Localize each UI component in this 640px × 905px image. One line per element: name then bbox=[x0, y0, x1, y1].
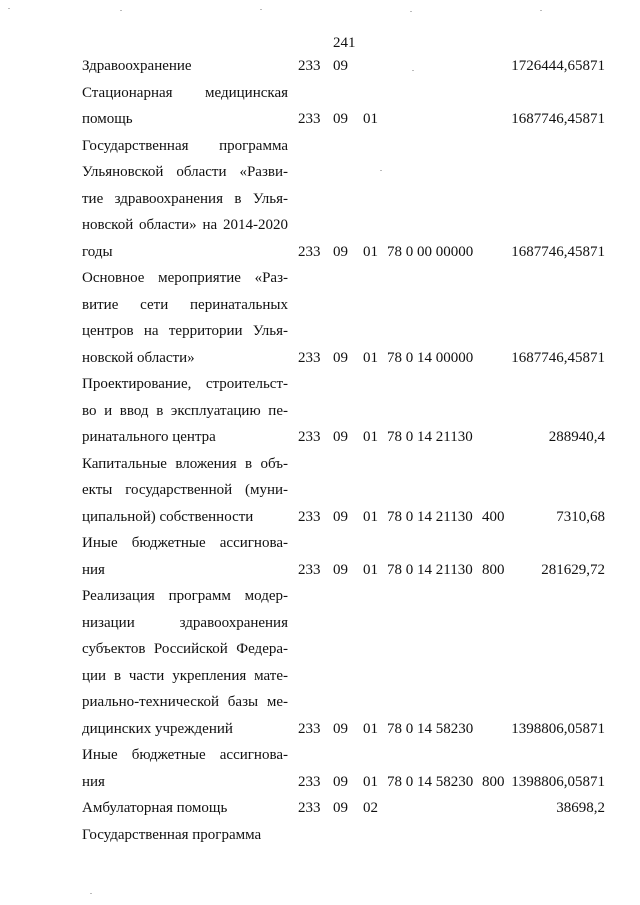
subsection-code: 01 bbox=[363, 561, 378, 578]
amount-value: 1687746,45871 bbox=[511, 111, 605, 127]
row-name-line: Основное мероприятие «Раз- bbox=[82, 270, 288, 286]
row-name-line: витие сети перинатальных bbox=[82, 296, 288, 313]
amount-value: 1726444,65871 bbox=[511, 58, 605, 74]
row-name-line: дицинских учреждений bbox=[82, 720, 233, 737]
row-name-line: ринатального центра bbox=[82, 429, 216, 445]
row-name-line: Стационарная медицинская bbox=[82, 84, 288, 101]
ministry-code: 233 bbox=[298, 58, 321, 74]
expense-type-code: 800 bbox=[482, 561, 505, 578]
target-code: 78 0 14 21130 bbox=[387, 508, 473, 525]
page-number: 241 bbox=[333, 35, 356, 51]
target-code: 78 0 14 21130 bbox=[387, 561, 473, 578]
amount-value: 1687746,45871 bbox=[511, 349, 605, 366]
target-code: 78 0 00 00000 bbox=[387, 243, 474, 260]
row-name-line: Реализация программ модер- bbox=[82, 588, 288, 604]
subsection-code: 01 bbox=[363, 243, 378, 260]
section-code: 09 bbox=[333, 111, 348, 127]
expense-type-code: 800 bbox=[482, 773, 505, 790]
row-name-line: риально-технической базы ме- bbox=[82, 694, 288, 710]
subsection-code: 01 bbox=[363, 111, 378, 127]
row-name-line: Государственная программа bbox=[82, 137, 288, 154]
row-name-line: Капитальные вложения в объ- bbox=[82, 455, 288, 472]
section-code: 09 bbox=[333, 508, 348, 525]
target-code: 78 0 14 21130 bbox=[387, 429, 473, 445]
row-name-line: Амбулаторная помощь bbox=[82, 800, 228, 816]
row-name bbox=[82, 795, 288, 822]
scan-speck bbox=[412, 70, 414, 71]
row-name bbox=[82, 371, 288, 451]
row-name-line: ния bbox=[82, 561, 105, 578]
scan-speck bbox=[8, 8, 10, 9]
scan-speck bbox=[120, 10, 122, 11]
scan-speck bbox=[90, 893, 92, 894]
table-row bbox=[0, 530, 640, 583]
scan-speck bbox=[410, 11, 412, 12]
row-name bbox=[82, 265, 288, 371]
ministry-code: 233 bbox=[298, 720, 321, 737]
row-name-line: Здравоохранение bbox=[82, 58, 192, 74]
amount-value: 7310,68 bbox=[556, 508, 605, 525]
row-name bbox=[82, 53, 288, 80]
ministry-code: 233 bbox=[298, 800, 321, 816]
ministry-code: 233 bbox=[298, 561, 321, 578]
amount-value: 288940,4 bbox=[548, 429, 605, 445]
amount-value: 38698,2 bbox=[556, 800, 605, 816]
amount-value: 1398806,05871 bbox=[511, 773, 605, 790]
row-name bbox=[82, 133, 288, 266]
row-name-line: помощь bbox=[82, 111, 133, 127]
table-row bbox=[0, 795, 640, 822]
table-row bbox=[0, 822, 640, 849]
row-name-line: Государственная программа bbox=[82, 826, 262, 843]
section-code: 09 bbox=[333, 720, 348, 737]
row-name bbox=[82, 583, 288, 742]
row-name-line: низации здравоохранения bbox=[82, 614, 288, 631]
section-code: 09 bbox=[333, 800, 348, 816]
row-name-line: екты государственной (муни- bbox=[82, 482, 288, 498]
table-row bbox=[0, 265, 640, 371]
row-name bbox=[82, 530, 288, 583]
section-code: 09 bbox=[333, 773, 348, 790]
ministry-code: 233 bbox=[298, 508, 321, 525]
amount-value: 1687746,45871 bbox=[511, 243, 605, 260]
expense-type-code: 400 bbox=[482, 508, 505, 525]
subsection-code: 02 bbox=[363, 800, 378, 816]
row-name-line: субъектов Российской Федера- bbox=[82, 641, 288, 657]
table-row bbox=[0, 53, 640, 80]
row-name-line: ции в части укрепления мате- bbox=[82, 667, 288, 684]
row-name-line: ния bbox=[82, 773, 105, 790]
row-name-line: Проектирование, строительст- bbox=[82, 376, 288, 392]
subsection-code: 01 bbox=[363, 720, 378, 737]
table-row bbox=[0, 583, 640, 742]
target-code: 78 0 14 58230 bbox=[387, 773, 474, 790]
target-code: 78 0 14 00000 bbox=[387, 349, 474, 366]
section-code: 09 bbox=[333, 429, 348, 445]
table-row bbox=[0, 371, 640, 451]
subsection-code: 01 bbox=[363, 773, 378, 790]
table-row bbox=[0, 133, 640, 266]
row-name-line: Иные бюджетные ассигнова- bbox=[82, 535, 288, 551]
ministry-code: 233 bbox=[298, 243, 321, 260]
row-name-line: центров на территории Улья- bbox=[82, 323, 288, 339]
row-name bbox=[82, 742, 288, 795]
section-code: 09 bbox=[333, 349, 348, 366]
amount-value: 281629,72 bbox=[541, 561, 605, 578]
row-name-line: ципальной) собственности bbox=[82, 508, 254, 525]
subsection-code: 01 bbox=[363, 429, 378, 445]
row-name-line: Ульяновской области «Разви- bbox=[82, 164, 288, 180]
section-code: 09 bbox=[333, 243, 348, 260]
ministry-code: 233 bbox=[298, 429, 321, 445]
ministry-code: 233 bbox=[298, 349, 321, 366]
row-name-line: новской области» на 2014-2020 bbox=[82, 217, 288, 233]
subsection-code: 01 bbox=[363, 508, 378, 525]
scan-speck bbox=[260, 9, 262, 10]
row-name-line: тие здравоохранения в Улья- bbox=[82, 190, 288, 207]
row-name-line: во и ввод в эксплуатацию пе- bbox=[82, 402, 288, 419]
scan-speck bbox=[380, 170, 382, 171]
row-name-line: годы bbox=[82, 243, 113, 260]
row-name bbox=[82, 80, 288, 133]
section-code: 09 bbox=[333, 561, 348, 578]
row-name bbox=[82, 451, 288, 531]
row-name-line: Иные бюджетные ассигнова- bbox=[82, 747, 288, 763]
ministry-code: 233 bbox=[298, 111, 321, 127]
scan-speck bbox=[540, 10, 542, 11]
row-name bbox=[82, 822, 288, 849]
target-code: 78 0 14 58230 bbox=[387, 720, 474, 737]
table-row bbox=[0, 742, 640, 795]
section-code: 09 bbox=[333, 58, 348, 74]
ministry-code: 233 bbox=[298, 773, 321, 790]
row-name-line: новской области» bbox=[82, 349, 195, 366]
table-row bbox=[0, 80, 640, 133]
amount-value: 1398806,05871 bbox=[511, 720, 605, 737]
table-row bbox=[0, 451, 640, 531]
subsection-code: 01 bbox=[363, 349, 378, 366]
